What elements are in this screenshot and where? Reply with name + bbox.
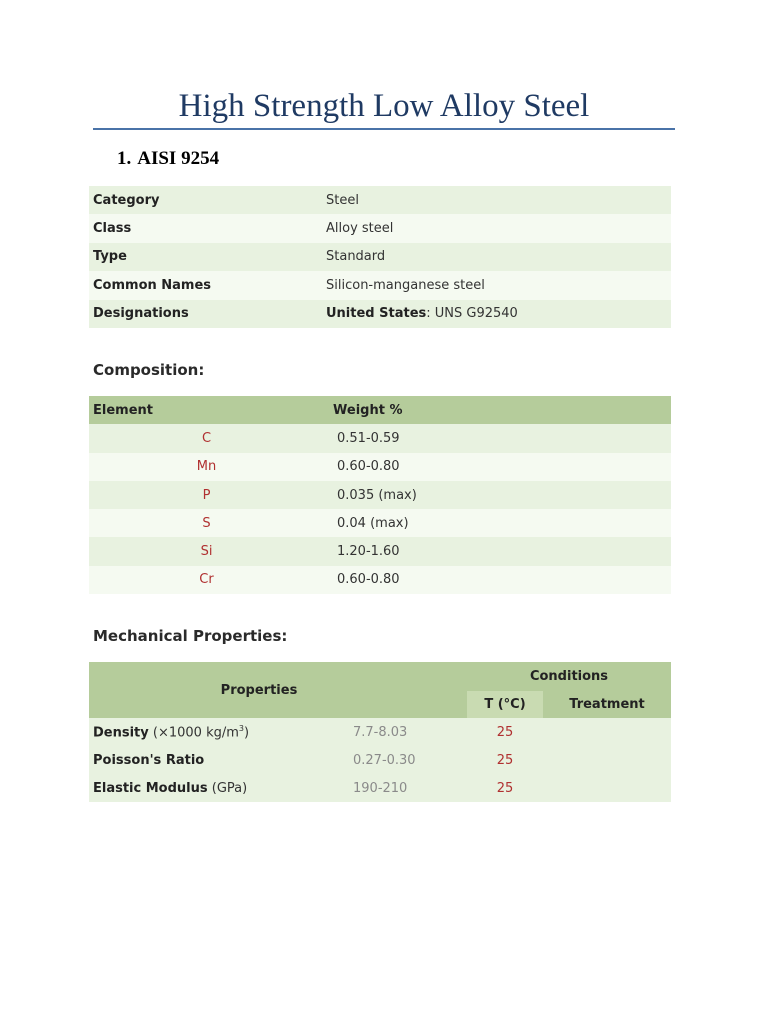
material-info-table: [89, 186, 671, 328]
table-header-row: [89, 662, 671, 691]
info-row-common-names: [89, 271, 671, 299]
element-symbol: Mn: [196, 459, 217, 475]
element-symbol: C: [201, 430, 212, 446]
property-label: Elastic Modulus: [93, 780, 208, 796]
table-row: [89, 566, 671, 594]
weight-value: 1.20-1.60: [337, 544, 400, 560]
composition-heading: Composition:: [93, 361, 205, 379]
info-value: Steel: [326, 192, 359, 208]
column-header-element: Element: [93, 402, 153, 418]
property-treatment: [543, 746, 671, 774]
element-symbol: P: [202, 487, 211, 503]
composition-table: [89, 396, 671, 594]
weight-value: 0.035 (max): [337, 487, 417, 503]
property-treatment: [543, 718, 671, 746]
table-row: [89, 718, 671, 746]
property-unit-end: ): [243, 725, 250, 741]
info-value: [322, 300, 671, 328]
title-divider: [93, 128, 675, 130]
section-heading: [117, 148, 219, 170]
info-value: Standard: [326, 249, 386, 265]
property-treatment: [543, 774, 671, 802]
info-row-type: [89, 243, 671, 271]
weight-value: 0.60-0.80: [337, 572, 400, 588]
property-label: Density: [93, 725, 149, 741]
property-unit: (GPa): [207, 780, 248, 796]
info-row-class: [89, 214, 671, 242]
info-value: Silicon-manganese steel: [326, 277, 485, 293]
property-temperature: 25: [496, 780, 514, 796]
designation-value: : UNS G92540: [426, 306, 518, 322]
column-header-properties: Properties: [89, 662, 467, 718]
section-number: 1.: [117, 148, 132, 169]
info-value: Alloy steel: [326, 221, 394, 237]
property-name: [89, 718, 349, 746]
table-row: [89, 509, 671, 537]
info-label: Designations: [93, 306, 189, 322]
property-name: [89, 774, 349, 802]
column-header-conditions: Conditions: [467, 662, 671, 691]
mechanical-properties-heading: Mechanical Properties:: [93, 627, 288, 645]
element-symbol: Si: [200, 544, 213, 560]
weight-value: 0.60-0.80: [337, 459, 400, 475]
table-row: [89, 481, 671, 509]
property-temperature: 25: [496, 752, 514, 768]
page-title: High Strength Low Alloy Steel: [178, 88, 590, 124]
info-label: Class: [93, 221, 132, 237]
table-row: [89, 746, 671, 774]
table-row: [89, 774, 671, 802]
table-row: [89, 537, 671, 565]
column-header-weight: Weight %: [333, 402, 403, 418]
property-range: 190-210: [353, 780, 408, 796]
property-range: 0.27-0.30: [353, 752, 416, 768]
table-row: [89, 424, 671, 452]
section-title: AISI 9254: [137, 148, 220, 169]
column-header-treatment: Treatment: [543, 691, 671, 718]
property-label: Poisson's Ratio: [93, 752, 205, 768]
info-label: Category: [93, 192, 160, 208]
info-label: Common Names: [93, 277, 212, 293]
property-name: [89, 746, 349, 774]
table-row: [89, 453, 671, 481]
column-header-temperature: T (°C): [467, 691, 543, 718]
mechanical-properties-table: [89, 662, 671, 802]
designation-country: United States: [326, 306, 427, 322]
property-unit: (×1000 kg/m: [148, 725, 239, 741]
info-label: Type: [93, 249, 127, 265]
weight-value: 0.51-0.59: [337, 430, 400, 446]
info-row-category: [89, 186, 671, 214]
weight-value: 0.04 (max): [337, 515, 409, 531]
property-range: 7.7-8.03: [353, 724, 408, 740]
unit-superscript: 3: [238, 723, 244, 733]
info-row-designations: [89, 300, 671, 328]
element-symbol: S: [202, 515, 211, 531]
element-symbol: Cr: [199, 572, 214, 588]
table-header-row: [89, 396, 671, 424]
property-temperature: 25: [496, 724, 514, 740]
